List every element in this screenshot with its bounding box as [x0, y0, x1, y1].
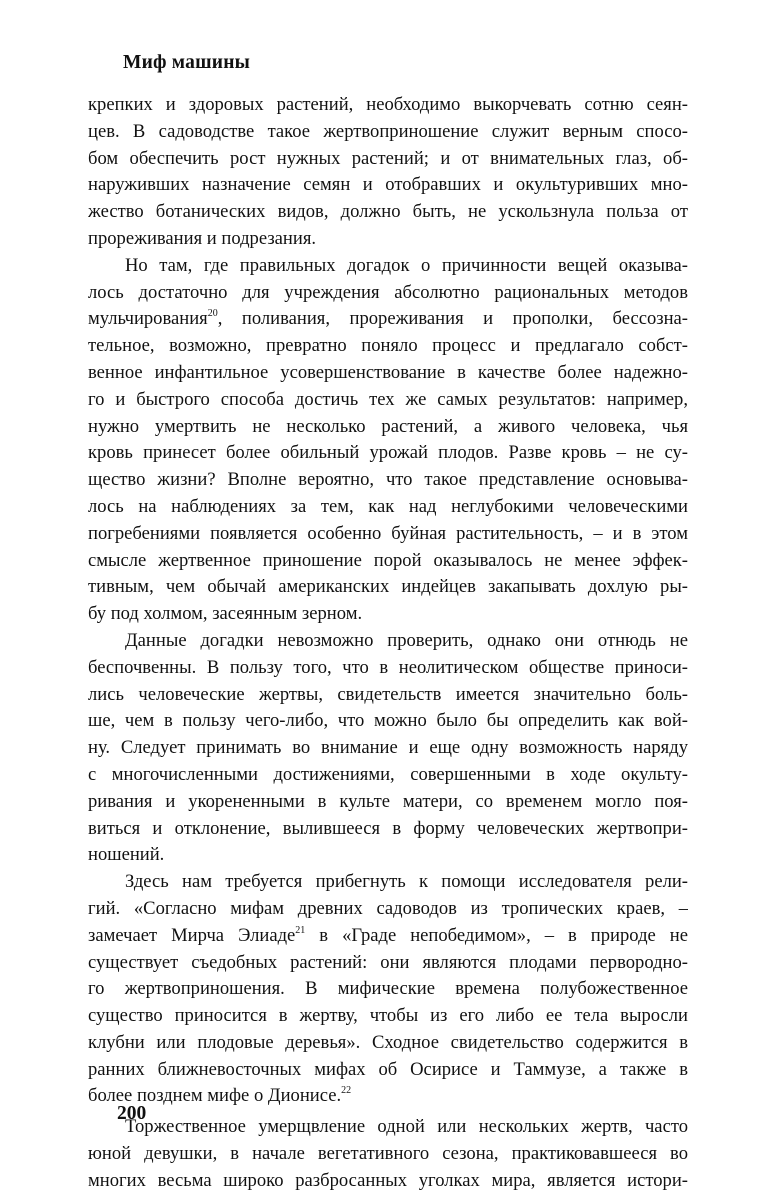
footnote-marker: 22	[341, 1085, 352, 1097]
paragraph-2	[88, 253, 688, 628]
text-line: венное инфантильное усовершенствование в качестве более надежно-	[88, 361, 688, 383]
text-fragment: мульчирования	[88, 308, 208, 330]
text-line: Торжественное умерщвление одной или нескольких жертв, часто	[125, 1116, 688, 1138]
text-line: виться и отклонение, вылившееся в форму человеческих жертвопри-	[88, 817, 688, 839]
paragraph-1	[88, 92, 688, 253]
text-line: крепких и здоровых растений, необходимо выкорчевать сотню сеян-	[88, 94, 688, 115]
running-title: Миф машины	[123, 52, 251, 73]
text-line-with-note	[88, 1083, 688, 1110]
text-line: кровь принесет более обильный урожай плодов. Разве кровь – не су-	[88, 442, 688, 464]
text-line: ше, чем в пользу чего-либо, что можно было бы определить как вой-	[88, 710, 688, 732]
text-line-with-note	[88, 923, 688, 950]
footnote-marker: 21	[295, 924, 306, 936]
text-line: бу под холмом, засеянным зерном.	[88, 603, 363, 625]
text-line: прореживания и подрезания.	[88, 227, 317, 249]
text-line: тивным, чем обычай американских индейцев закапывать дохлую ры-	[88, 576, 688, 598]
paragraph-3	[88, 628, 688, 869]
text-line: жество ботанических видов, должно быть, не ускользнула польза от	[88, 201, 688, 223]
text-line: многих весьма широко разбросанных уголках мира, является истори-	[88, 1169, 688, 1191]
text-line: наруживших назначение семян и отобравших и окультуривших мно-	[88, 174, 688, 196]
paragraph-5	[88, 1114, 688, 1194]
text-fragment: , поливания, прореживания и прополки, бессозна-	[217, 308, 688, 330]
text-line: существо приносится в жертву, чтобы из его либо ее тела выросли	[88, 1005, 688, 1027]
text-line: го жертвоприношения. В мифические времена полубожественное	[88, 978, 688, 1000]
text-line: го и быстрого способа достичь тех же самых результатов: например,	[88, 388, 688, 410]
text-line-with-note	[88, 306, 688, 333]
body-text	[88, 92, 688, 1195]
text-line: ношений.	[88, 844, 165, 866]
text-line: Но там, где правильных догадок о причинности вещей оказыва-	[125, 254, 688, 276]
text-line: клубни или плодовые деревья». Сходное свидетельство содержится в	[88, 1031, 688, 1053]
text-line: щество жизни? Вполне вероятно, что такое представление основыва-	[88, 469, 688, 491]
text-line: лось на наблюдениях за тем, как над неглубокими человеческими	[88, 495, 688, 517]
text-line: погребениями появляется особенно буйная растительность, – и в этом	[88, 522, 688, 544]
text-line: беспочвенны. В пользу того, что в неолитическом обществе приноси-	[88, 656, 688, 678]
text-line: тельное, возможно, превратно поняло процесс и предлагало собст-	[88, 335, 688, 357]
text-line: ну. Следует принимать во внимание и еще одну возможность наряду	[88, 737, 688, 759]
footnote-marker: 20	[207, 308, 218, 320]
text-fragment: более позднем мифе о Дионисе.	[88, 1085, 342, 1107]
text-fragment: замечает Мирча Элиаде	[88, 924, 296, 946]
text-line: ранних ближневосточных мифах об Осирисе и Таммузе, а также в	[88, 1058, 688, 1080]
text-line: существует съедобных растений: они являются плодами первородно-	[88, 951, 688, 973]
text-line: ривания и укорененными в культе матери, со временем могло поя-	[88, 790, 688, 812]
text-line: гий. «Согласно мифам древних садоводов из тропических краев, –	[88, 897, 688, 919]
text-line: цев. В садоводстве такое жертвоприношение служит верным спосо-	[88, 120, 688, 142]
text-line: бом обеспечить рост нужных растений; и от внимательных глаз, об-	[88, 147, 688, 169]
text-line: Данные догадки невозможно проверить, однако они отнюдь не	[125, 629, 688, 651]
text-line: Здесь нам требуется прибегнуть к помощи исследователя рели-	[125, 871, 688, 893]
text-line: нужно умертвить не несколько растений, а живого человека, чья	[88, 415, 688, 437]
text-line: лись человеческие жертвы, свидетельств имеется значительно боль-	[88, 683, 688, 705]
page-number: 200	[117, 1103, 147, 1124]
text-line: с многочисленными достижениями, совершенными в ходе окульту-	[88, 763, 688, 785]
text-line: лось достаточно для учреждения абсолютно рациональных методов	[88, 281, 688, 303]
paragraph-4	[88, 869, 688, 1110]
text-line: юной девушки, в начале вегетативного сезона, практиковавшееся во	[88, 1143, 688, 1165]
text-fragment: в «Граде непобедимом», – в природе не	[305, 924, 688, 946]
text-line: смысле жертвенное приношение порой оказывалось не менее эффек-	[88, 549, 688, 571]
